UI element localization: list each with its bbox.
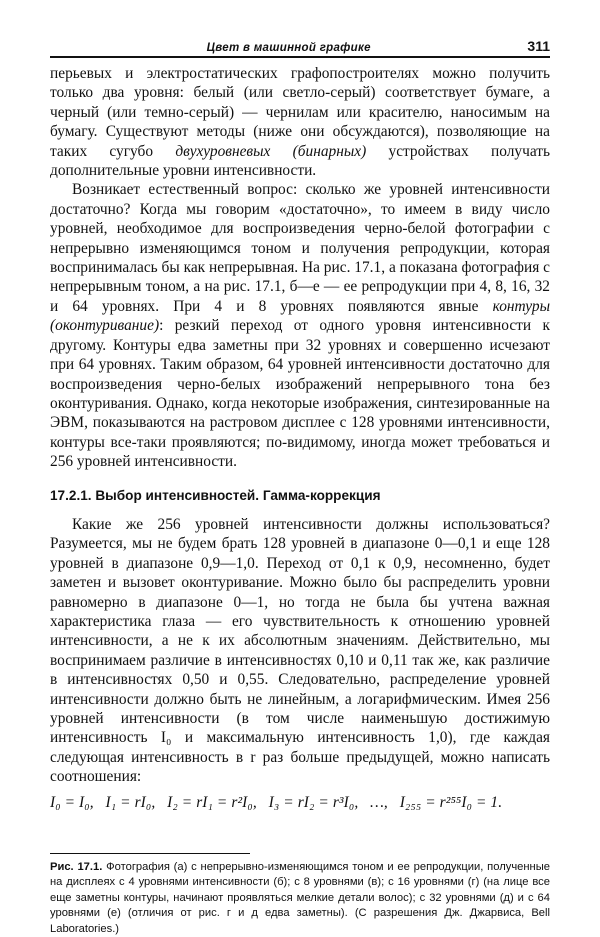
equation-term: I₂ = rI₁ = r²I₀,: [167, 793, 257, 811]
caption-divider: [50, 853, 250, 854]
equation-term: I₃ = rI₂ = r³I₀,: [268, 793, 359, 811]
caption-text: Фотография (а) с непрерывно-изменяющимся тоном и ее репродукции, полученные на дисплеях с 4 уровнями интенсивности (б); с 8 уровнями (в); с 16 уровнями (г) (на лице все еще заметны контуры, начинают проявляться мелкие детали волос); с 32 уровнями (д) и с 64 уровнями (е) (отличия от рис. г и д едва заметны). (С разрешения Дж. Джарвиса, Bell Laboratories.): [50, 860, 550, 935]
paragraph-intensity-levels: Возникает естественный вопрос: сколько же уровней интенсивности достаточно? Когда мы говорим «достаточно», то имеем в виду число уровней, необходимое для воспроизведения черно-белой фотографии с непрерывно изменяющимся тоном и получения репродукции, которая воспринималась бы как непрерывная. На рис. 17.1, а показана фотография с непрерывным тоном, а на рис. 17.1, б—е — ее репродукции при 4, 8, 16, 32 и 64 уровнях. При 4 и 8 уровнях появляются явные контуры (оконтуривание): резкий переход от одного уровня интенсивности к другому. Контуры едва заметны при 32 уровнях и совершенно исчезают при 64 уровнях. Таким образом, 64 уровней интенсивности достаточно для воспроизведения черно-белых изображений непрерывного тона без оконтуривания. Однако, когда некоторые изображения, синтезированные на ЭВМ, показываются на растровом дисплее с 128 уровнями интенсивности, контуры все-таки проявляются; по-видимому, иногда может требоваться и 256 уровней интенсивности.: [50, 181, 550, 471]
body-text: [50, 64, 550, 813]
book-page: [50, 38, 550, 937]
equation-term: …,: [370, 793, 388, 811]
page-header: [50, 38, 550, 58]
page-number: 311: [527, 38, 550, 54]
equation-term: I₂₅₅ = r²⁵⁵I₀ = 1.: [399, 793, 503, 811]
section-heading: 17.2.1. Выбор интенсивностей. Гамма-коррекция: [50, 487, 381, 503]
figure-caption: [50, 860, 550, 937]
caption-label: Рис. 17.1.: [50, 860, 103, 873]
paragraph-gamma: Какие же 256 уровней интенсивности должны использоваться? Разумеется, мы не будем брать 128 уровней в диапазоне 0—0,1 и еще 128 уровней в диапазоне 0,9—1,0. Переход от 0,1 к 0,9, несомненно, будет заметен и вызовет оконтуривание. Можно было бы распределить уровни равномерно в диапазоне 0—1, но тогда не была бы учтена важная характеристика глаза — его чувствительность к отношению уровней интенсивности, а не к их абсолютным значениям. Действительно, мы воспринимаем различие в интенсивностях 0,10 и 0,11 так же, как различие в интенсивностях 0,50 и 0,55. Следовательно, распределение уровней интенсивности должно быть не линейным, а логарифмическим. Имея 256 уровней интенсивности (в том числе наименьшую достижимую интенсивность I₀ и максимальную интенсивность 1,0), где каждая следующая интенсивность в r раз больше предыдущей, можно написать соотношения:: [50, 515, 550, 786]
emphasized-term: двухуровневых (бинарных): [175, 142, 367, 160]
equation-term: I₁ = rI₀,: [105, 793, 156, 811]
equation-term: I₀ = I₀,: [50, 793, 94, 811]
equation: [50, 793, 550, 813]
paragraph-continuation: перьевых и электростатических графопостроителях можно получить только два уровня: белый (или светло-серый) соответствует бумаге, а черный (или темно-серый) — чернилам или красителю, наносимым на бумагу. Существуют методы (ниже они обсуждаются), позволяющие на таких сугубо двухуровневых (бинарных) устройствах получать дополнительные уровни интенсивности.: [50, 65, 550, 180]
emphasized-term: контуры (оконтуривание): [50, 297, 550, 335]
running-title: Цвет в машинной графике: [206, 42, 371, 54]
